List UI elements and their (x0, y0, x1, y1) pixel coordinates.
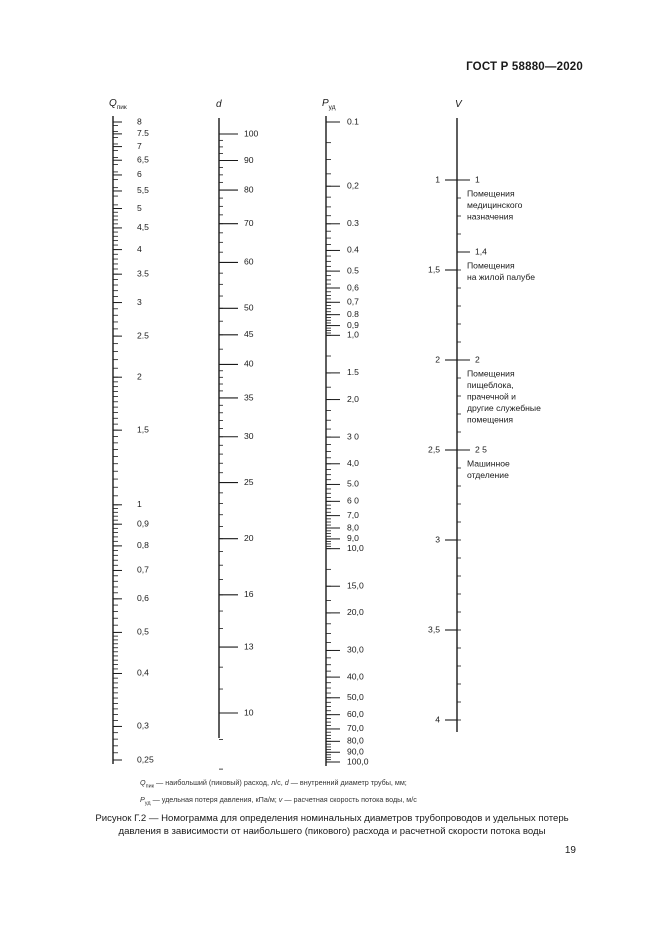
p-tick-label: 0,2 (347, 180, 359, 191)
v-tick-label: 3,5 (428, 624, 440, 635)
legend-line-1: $Q_{пик}$ — наибольший (пиковый) расход, л/с, d — внутренний диаметр трубы, мм; (140, 778, 407, 790)
figure-caption (67, 812, 597, 838)
p-tick-label: 8,0 (347, 522, 359, 533)
p-tick-label: 30,0 (347, 644, 364, 655)
v-tick-label: 3 (435, 534, 440, 545)
d-tick-label: 16 (244, 589, 254, 600)
v-marker-value: 1 (475, 174, 480, 185)
q-tick-label: 0,5 (137, 626, 149, 637)
d-tick-label: 13 (244, 641, 254, 652)
v-marker-description: Помещения (467, 368, 515, 379)
p-tick-label: 50,0 (347, 692, 364, 703)
d-tick-label: 40 (244, 358, 254, 369)
p-tick-label: 9,0 (347, 533, 359, 544)
d-axis-label: d (216, 99, 222, 110)
q-tick-label: 0,8 (137, 540, 149, 551)
q-tick-label: 3 (137, 296, 142, 307)
q-tick-label: 6,5 (137, 154, 149, 165)
page-number: 19 (564, 845, 576, 856)
v-tick-label: 1,5 (428, 264, 440, 275)
d-tick-label: 100 (244, 128, 259, 139)
q-tick-label: 1 (137, 499, 142, 510)
p-tick-label: 3 0 (347, 431, 359, 442)
p-tick-label: 20,0 (347, 607, 364, 618)
v-marker-value: 1,4 (475, 246, 487, 257)
q-tick-label: 5,5 (137, 185, 149, 196)
q-tick-label: 2.5 (137, 330, 149, 341)
p-tick-label: 2,0 (347, 393, 359, 404)
legend-line-2: $P_{уд}$ — удельная потеря давления, кПа/м; v — расчетная скорость потока воды, м/с (140, 795, 417, 807)
p-tick-label: 5.0 (347, 478, 359, 489)
d-tick-label: 50 (244, 302, 254, 313)
q-tick-label: 2 (137, 371, 142, 382)
d-tick-label: 60 (244, 256, 254, 267)
q-tick-label: 0,7 (137, 564, 149, 575)
p-tick-label: 4,0 (347, 458, 359, 469)
q-tick-label: 7.5 (137, 128, 149, 139)
p-tick-label: 0.4 (347, 244, 359, 255)
q-tick-label: 7 (137, 140, 142, 151)
q-tick-label: 5 (137, 202, 142, 213)
p-tick-label: 0.1 (347, 116, 359, 127)
p-axis-label: $P_{уд}$ (322, 98, 336, 111)
v-marker-value: 2 (475, 354, 480, 365)
p-tick-label: 1,0 (347, 329, 359, 340)
v-marker-description: другие служебные (467, 402, 541, 413)
p-tick-label: 0.3 (347, 218, 359, 229)
v-marker-description: помещения (467, 414, 514, 425)
v-marker-value: 2 5 (475, 444, 487, 455)
d-tick-label: 10 (244, 707, 254, 718)
q-tick-label: 0,6 (137, 593, 149, 604)
standard-designation: ГОСТ Р 58880—2020 (466, 61, 583, 73)
p-tick-label: 0,9 (347, 319, 359, 330)
v-tick-label: 4 (435, 714, 440, 725)
q-tick-label: 0,9 (137, 518, 149, 529)
p-tick-label: 1.5 (347, 367, 359, 378)
p-tick-label: 6 0 (347, 495, 359, 506)
v-marker-description: отделение (467, 469, 509, 480)
v-marker-description: на жилой палубе (467, 271, 535, 282)
p-tick-label: 60,0 (347, 708, 364, 719)
d-tick-label: 45 (244, 329, 254, 340)
q-tick-label: 6 (137, 169, 142, 180)
p-tick-label: 100,0 (347, 756, 369, 767)
v-axis-label: V (455, 99, 462, 110)
v-marker-description: пищеблока, (467, 379, 514, 390)
v-tick-label: 2 (435, 354, 440, 365)
p-tick-label: 90,0 (347, 746, 364, 757)
v-tick-label: 1 (435, 174, 440, 185)
q-tick-label: 1,5 (137, 424, 149, 435)
q-tick-label: 0,4 (137, 667, 149, 678)
p-tick-label: 40,0 (347, 671, 364, 682)
p-tick-label: 80,0 (347, 735, 364, 746)
d-tick-label: 35 (244, 392, 254, 403)
p-tick-label: 0,6 (347, 282, 359, 293)
v-marker-description: Помещения (467, 188, 515, 199)
p-tick-label: 0.5 (347, 265, 359, 276)
d-tick-label: 25 (244, 476, 254, 487)
v-tick-label: 2,5 (428, 444, 440, 455)
v-marker-description: медицинского (467, 199, 523, 210)
caption-line-1: Рисунок Г.2 — Номограмма для определения номинальных диаметров трубопроводов и удельных потерь (95, 813, 569, 824)
p-tick-label: 70,0 (347, 723, 364, 734)
q-tick-label: 8 (137, 116, 142, 127)
d-tick-label: 20 (244, 532, 254, 543)
q-tick-label: 4,5 (137, 222, 149, 233)
q-tick-label: 0,25 (137, 754, 154, 765)
d-tick-label: 70 (244, 217, 254, 228)
p-tick-label: 0.8 (347, 308, 359, 319)
p-tick-label: 7,0 (347, 509, 359, 520)
q-axis-label: $Q_{пик}$ (109, 98, 127, 111)
q-tick-label: 4 (137, 243, 142, 254)
q-tick-label: 3.5 (137, 268, 149, 279)
caption-line-2: давления в зависимости от наибольшего (пикового) расхода и расчетной скорости потока воды (118, 826, 546, 837)
legend (140, 776, 417, 811)
d-tick-label: 30 (244, 431, 254, 442)
d-tick-label: 90 (244, 154, 254, 165)
v-marker-description: Помещения (467, 260, 515, 271)
p-tick-label: 0,7 (347, 296, 359, 307)
v-marker-description: прачечной и (467, 391, 516, 402)
v-marker-description: назначения (467, 211, 514, 222)
p-tick-label: 15,0 (347, 580, 364, 591)
p-tick-label: 10,0 (347, 542, 364, 553)
d-tick-label: 80 (244, 184, 254, 195)
v-marker-description: Машинное (467, 458, 510, 469)
q-tick-label: 0,3 (137, 720, 149, 731)
